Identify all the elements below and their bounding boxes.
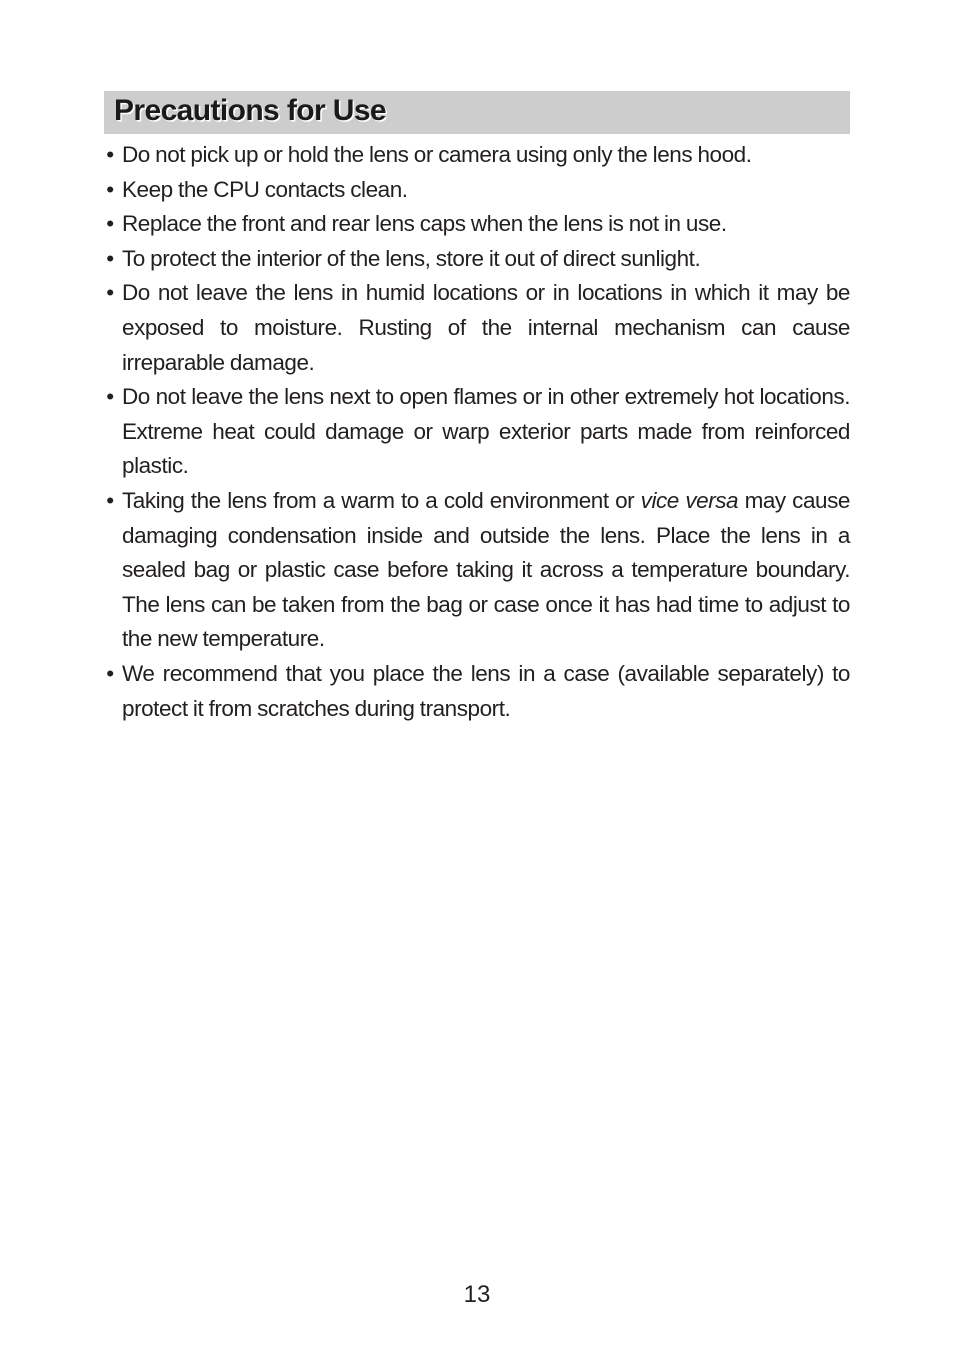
bullet-icon: •	[106, 142, 114, 167]
precautions-list	[104, 138, 850, 726]
list-item-text: Keep the CPU contacts clean.	[122, 176, 408, 202]
list-item-text: Do not leave the lens next to open flames or in other extremely hot locations. Extreme heat could damage or warp exterior parts made from reinforced plastic.	[122, 384, 850, 479]
list-item-text-after: may cause damaging condensation inside and outside the lens. Place the lens in a sealed bag or plastic case before taking it across a temperature boundary. The lens can be taken from the bag or case once it has had time to adjust to the new temperature.	[122, 487, 850, 652]
bullet-icon: •	[106, 211, 114, 237]
list-item-text: To protect the interior of the lens, store it out of direct sunlight.	[122, 245, 701, 271]
list-item	[104, 173, 850, 208]
bullet-icon: •	[106, 487, 114, 513]
bullet-icon: •	[106, 660, 114, 686]
list-item-text: We recommend that you place the lens in a case (available separately) to protect it from scratches during transport.	[122, 660, 850, 721]
list-item	[104, 657, 850, 726]
list-item-text-before: Taking the lens from a warm to a cold environment or	[122, 487, 641, 513]
list-item	[104, 138, 850, 173]
page-number: 13	[463, 1281, 491, 1308]
list-item-text	[122, 488, 850, 651]
list-item	[104, 484, 850, 657]
section-title: Precautions for Use	[114, 94, 387, 127]
section-heading-bar	[104, 91, 850, 134]
bullet-icon: •	[106, 280, 114, 306]
list-item-text: Do not leave the lens in humid locations or in locations in which it may be exposed to moisture. Rusting of the internal mechanism can cause irreparable damage.	[122, 280, 850, 375]
list-item	[104, 380, 850, 484]
bullet-icon: •	[106, 245, 114, 271]
list-item-text: Do not pick up or hold the lens or camera using only the lens hood.	[122, 142, 752, 167]
bullet-icon: •	[106, 176, 114, 202]
list-item	[104, 207, 850, 242]
list-item	[104, 242, 850, 277]
bullet-icon: •	[106, 384, 114, 410]
list-item-text-italic: vice versa	[640, 487, 739, 513]
list-item	[104, 276, 850, 380]
list-item-text: Replace the front and rear lens caps when the lens is not in use.	[122, 211, 727, 237]
